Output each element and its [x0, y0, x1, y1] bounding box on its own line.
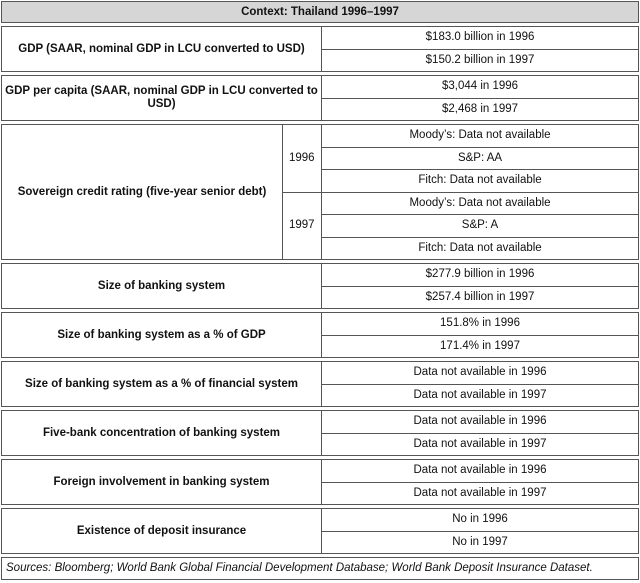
- fitch-1996-value: Fitch: Data not available: [322, 170, 639, 193]
- moodys-1997-value: Moody’s: Data not available: [322, 192, 639, 215]
- deposit-insurance-1997-value: No in 1997: [322, 531, 639, 554]
- banking-pct-fin-1996-value: Data not available in 1996: [322, 362, 639, 385]
- gdp-label: GDP (SAAR, nominal GDP in LCU converted to USD): [2, 27, 322, 72]
- context-table-container: [1, 1, 638, 580]
- banking-pct-fin-1997-value: Data not available in 1997: [322, 384, 639, 407]
- banking-size-1997-value: $257.4 billion in 1997: [322, 286, 639, 309]
- table-row: [2, 313, 639, 336]
- table-row: [2, 362, 639, 385]
- deposit-insurance-label: Existence of deposit insurance: [2, 509, 322, 554]
- deposit-insurance-1996-value: No in 1996: [322, 509, 639, 532]
- sp-1996-value: S&P: AA: [322, 147, 639, 170]
- five-bank-1997-value: Data not available in 1997: [322, 433, 639, 456]
- moodys-1996-value: Moody’s: Data not available: [322, 125, 639, 148]
- credit-rating-year-1997: 1997: [283, 192, 322, 260]
- table-row: [2, 460, 639, 483]
- table-row: [2, 411, 639, 434]
- gdp-per-capita-1996-value: $3,044 in 1996: [322, 76, 639, 99]
- five-bank-1996-value: Data not available in 1996: [322, 411, 639, 434]
- sources-note: Sources: Bloomberg; World Bank Global Financial Development Database; World Bank Deposit Insurance Dataset.: [2, 558, 639, 580]
- table-row: [2, 125, 639, 148]
- banking-pct-gdp-1996-value: 151.8% in 1996: [322, 313, 639, 336]
- foreign-1997-value: Data not available in 1997: [322, 482, 639, 505]
- banking-pct-fin-label: Size of banking system as a % of financial system: [2, 362, 322, 407]
- gdp-1996-value: $183.0 billion in 1996: [322, 27, 639, 50]
- banking-pct-gdp-label: Size of banking system as a % of GDP: [2, 313, 322, 358]
- table-row: [2, 27, 639, 50]
- banking-size-1996-value: $277.9 billion in 1996: [322, 264, 639, 287]
- context-table: [1, 1, 639, 580]
- foreign-1996-value: Data not available in 1996: [322, 460, 639, 483]
- credit-rating-label: Sovereign credit rating (five-year senior debt): [2, 125, 283, 260]
- sp-1997-value: S&P: A: [322, 215, 639, 238]
- five-bank-label: Five-bank concentration of banking system: [2, 411, 322, 456]
- gdp-per-capita-label: GDP per capita (SAAR, nominal GDP in LCU converted to USD): [2, 76, 322, 121]
- gdp-1997-value: $150.2 billion in 1997: [322, 49, 639, 72]
- gdp-per-capita-1997-value: $2,468 in 1997: [322, 98, 639, 121]
- fitch-1997-value: Fitch: Data not available: [322, 237, 639, 260]
- table-row: [2, 76, 639, 99]
- banking-pct-gdp-1997-value: 171.4% in 1997: [322, 335, 639, 358]
- table-row: [2, 264, 639, 287]
- credit-rating-year-1996: 1996: [283, 125, 322, 193]
- table-footer-row: [2, 558, 639, 580]
- foreign-label: Foreign involvement in banking system: [2, 460, 322, 505]
- table-row: [2, 509, 639, 532]
- table-title: Context: Thailand 1996–1997: [2, 2, 639, 23]
- banking-size-label: Size of banking system: [2, 264, 322, 309]
- table-header-row: [2, 2, 639, 23]
